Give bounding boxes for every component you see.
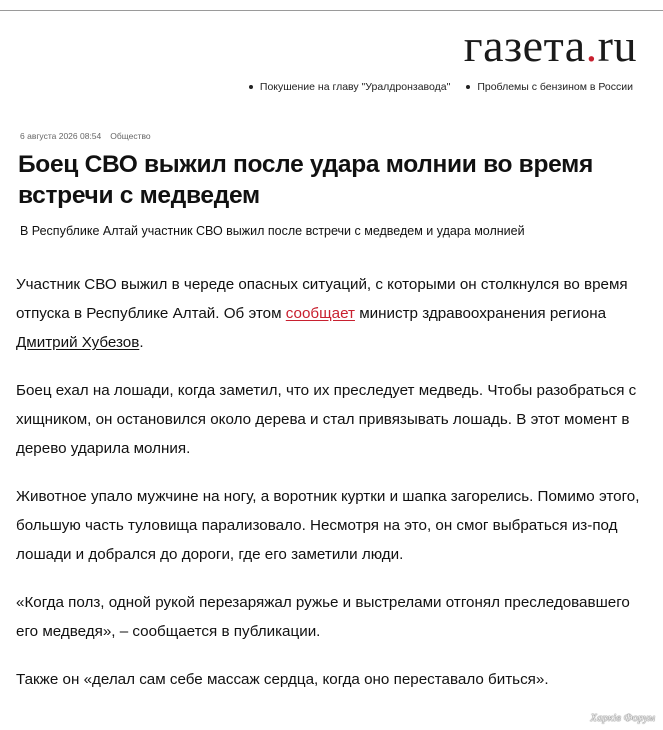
article-meta xyxy=(20,130,151,142)
logo-tld: ru xyxy=(597,20,637,71)
article-date: 6 августа 2026 08:54 xyxy=(20,131,102,141)
source-link[interactable]: сообщает xyxy=(285,305,355,322)
site-logo[interactable] xyxy=(464,20,637,72)
person-link[interactable]: Дмитрий Хубезов xyxy=(16,334,140,351)
paragraph-4: «Когда полз, одной рукой перезаряжал ружье и выстрелами отгонял преследовавшего его медведя», – сообщается в публикации. xyxy=(16,594,630,640)
watermark: Харків Форум xyxy=(590,712,655,724)
paragraph-3: Животное упало мужчине на ногу, а воротник куртки и шапка загорелись. Помимо этого, большую часть туловища парализовало. Несмотря на это, он смог выбраться из-под лошади и добрался до дороги, где его заметили люди. xyxy=(16,488,640,563)
logo-main: газета xyxy=(463,20,586,71)
paragraph-1: Участник СВО выжил в череде опасных ситуаций, с которыми он столкнулся во время отпуска в Республике Алтай. Об этом сообщает министр здравоохранения региона Дмитрий Хубезов. xyxy=(16,276,628,351)
trend-label: Проблемы с бензином в России xyxy=(477,81,633,93)
logo-dot: . xyxy=(585,20,598,71)
trend-link-gasoline[interactable] xyxy=(466,80,633,94)
bullet-icon xyxy=(249,85,253,89)
top-divider xyxy=(0,10,663,11)
paragraph-5: Также он «делал сам себе массаж сердца, когда оно переставало биться». xyxy=(16,671,549,688)
article-rubric[interactable]: Общество xyxy=(110,131,151,141)
article-lead: В Республике Алтай участник СВО выжил после встречи с медведем и удара молнией xyxy=(20,224,525,238)
trend-label: Покушение на главу "Уралдронзавода" xyxy=(259,81,451,93)
bullet-icon xyxy=(466,85,470,89)
article-body xyxy=(16,270,656,708)
article-title: Боец СВО выжил после удара молнии во время встречи с медведем xyxy=(18,151,593,209)
trending-topics xyxy=(249,80,633,94)
trend-link-uraldronzavod[interactable] xyxy=(249,80,450,94)
paragraph-2: Боец ехал на лошади, когда заметил, что их преследует медведь. Чтобы разобраться с хищником, он остановился около дерева и стал привязывать лошадь. В этот момент в дерево ударила молния. xyxy=(16,382,637,457)
